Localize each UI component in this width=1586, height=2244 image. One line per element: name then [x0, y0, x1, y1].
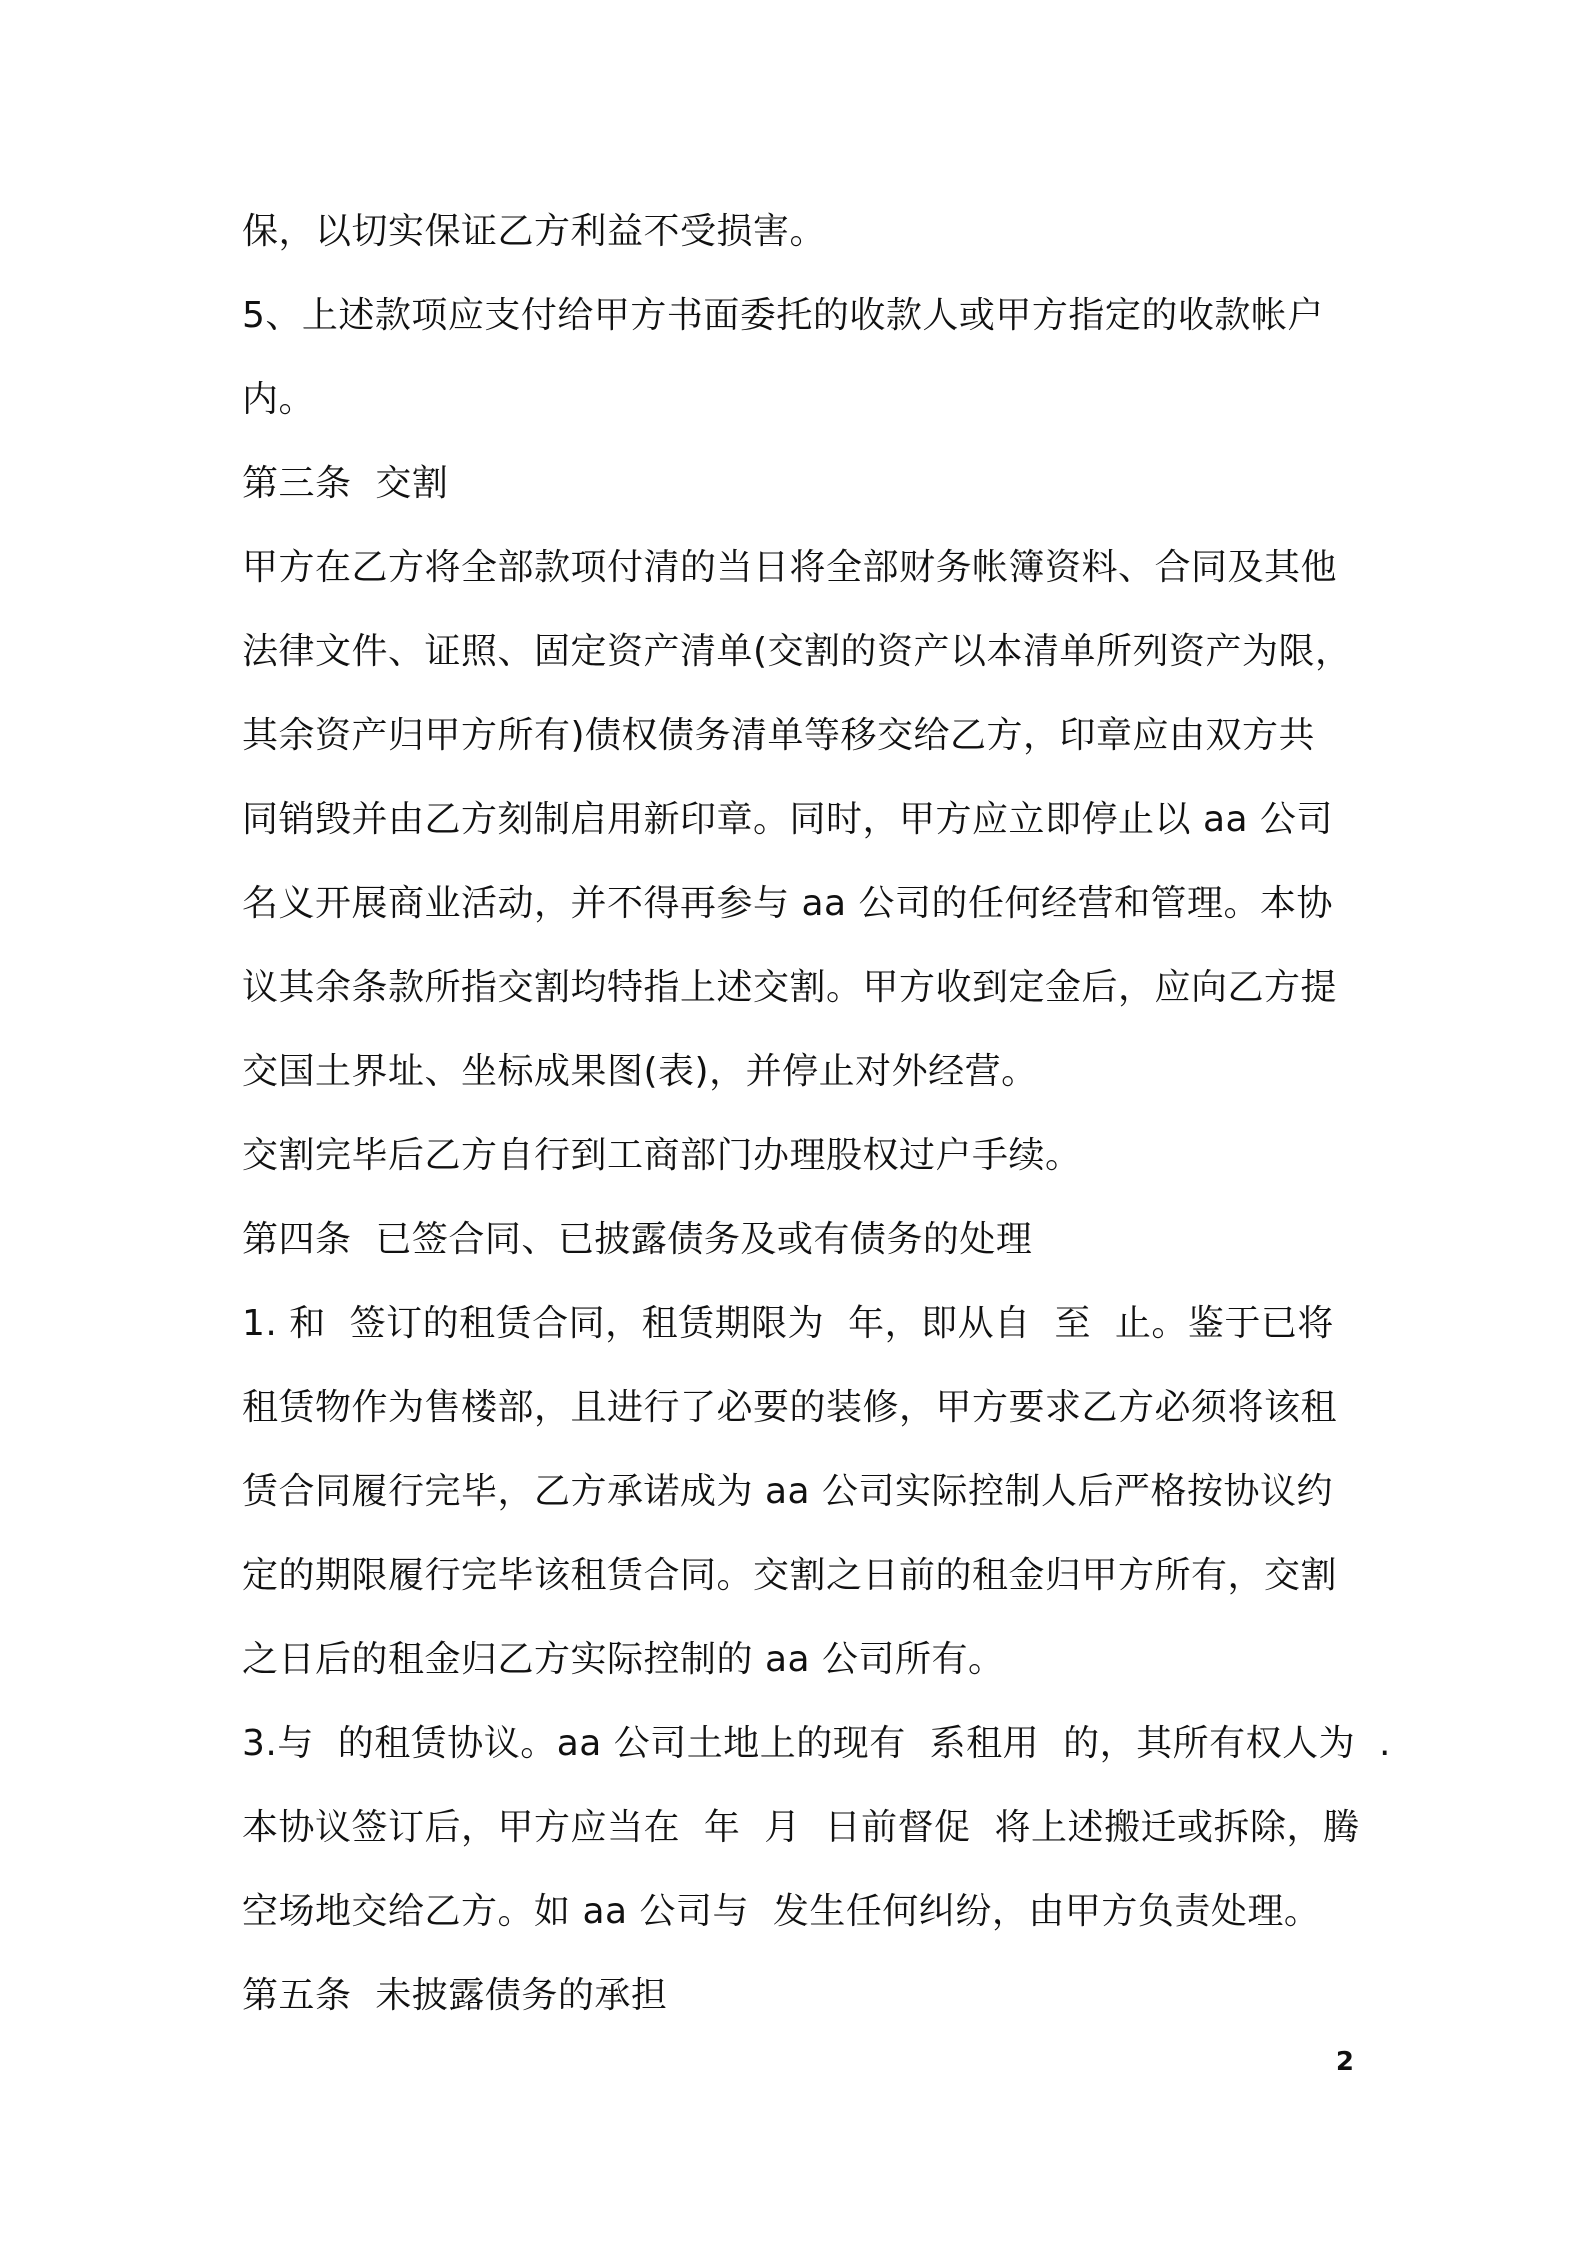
- section-heading: 第三条 交割: [242, 463, 449, 504]
- text-line: 交国土界址、坐标成果图(表)，并停止对外经营。: [242, 1051, 1038, 1092]
- text-line: 名义开展商业活动，并不得再参与 aa 公司的任何经营和管理。本协: [242, 883, 1334, 924]
- section-heading: 第五条 未披露债务的承担: [242, 1975, 668, 2016]
- text-line: 本协议签订后，甲方应当在 年 月 日前督促 将上述搬迁或拆除，腾: [242, 1807, 1360, 1848]
- text-line: 内。: [242, 379, 316, 420]
- text-line: 定的期限履行完毕该租赁合同。交割之日前的租金归甲方所有，交割: [242, 1555, 1338, 1596]
- page-number: 2: [1335, 2047, 1354, 2077]
- text-line: 租赁物作为售楼部，且进行了必要的装修，甲方要求乙方必须将该租: [242, 1387, 1338, 1428]
- text-line: 交割完毕后乙方自行到工商部门办理股权过户手续。: [242, 1135, 1082, 1176]
- text-line: 同销毁并由乙方刻制启用新印章。同时，甲方应立即停止以 aa 公司: [242, 799, 1334, 840]
- text-line: 甲方在乙方将全部款项付清的当日将全部财务帐簿资料、合同及其他: [242, 547, 1338, 588]
- text-line: 5、上述款项应支付给甲方书面委托的收款人或甲方指定的收款帐户: [242, 295, 1324, 336]
- document-body: [242, 190, 1391, 2038]
- text-line: 3.与 的租赁协议。aa 公司土地上的现有 系租用 的，其所有权人为 .: [242, 1723, 1391, 1764]
- text-line: 1. 和 签订的租赁合同，租赁期限为 年，即从自 至 止。鉴于已将: [242, 1303, 1334, 1344]
- text-line: 之日后的租金归乙方实际控制的 aa 公司所有。: [242, 1639, 1005, 1680]
- text-line: 法律文件、证照、固定资产清单(交割的资产以本清单所列资产为限，: [242, 631, 1352, 672]
- text-line: 议其余条款所指交割均特指上述交割。甲方收到定金后，应向乙方提: [242, 967, 1338, 1008]
- text-line: 其余资产归甲方所有)债权债务清单等移交给乙方，印章应由双方共: [242, 715, 1316, 756]
- text-line: 赁合同履行完毕，乙方承诺成为 aa 公司实际控制人后严格按协议约: [242, 1471, 1334, 1512]
- text-line: 空场地交给乙方。如 aa 公司与 发生任何纠纷，由甲方负责处理。: [242, 1891, 1321, 1932]
- text-line: 保，以切实保证乙方利益不受损害。: [242, 211, 827, 252]
- section-heading: 第四条 已签合同、已披露债务及或有债务的处理: [242, 1219, 1033, 1260]
